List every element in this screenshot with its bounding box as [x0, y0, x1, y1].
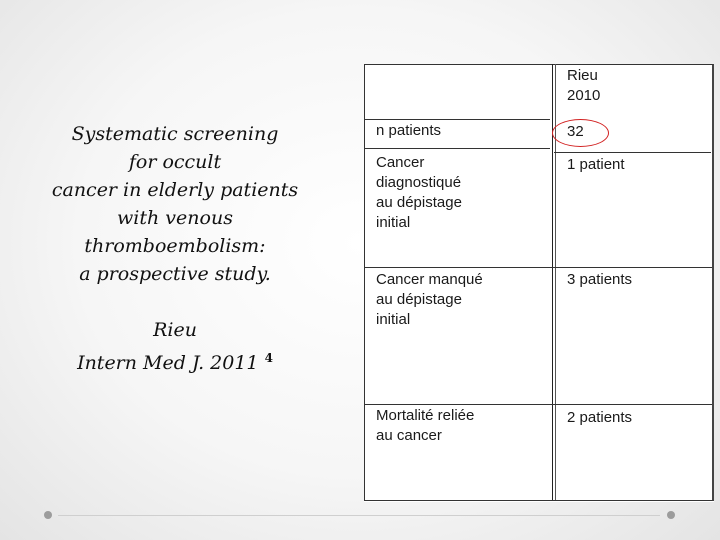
row-divider-left [364, 148, 550, 149]
row-divider-left [364, 119, 550, 120]
row-label-n-patients [376, 121, 441, 141]
header-study-line: 2010 [567, 87, 601, 104]
row-divider-right [554, 152, 711, 153]
footer-divider [58, 515, 660, 516]
next-slide-dot-icon[interactable] [667, 511, 675, 519]
row-divider [364, 267, 712, 268]
title-line: with venous [117, 207, 233, 229]
citation-text [20, 120, 330, 377]
header-study [567, 66, 600, 106]
reference-number: 4 [264, 351, 273, 365]
row-label-line: initial [376, 311, 411, 328]
title-line: cancer in elderly patients [51, 179, 299, 201]
row-divider [364, 404, 712, 405]
row-value-cancer-missed: 3 patients [567, 271, 633, 288]
row-label-cancer-missed [376, 270, 483, 330]
title-line: for occult [128, 151, 222, 173]
row-label-cancer-diagnosed [376, 153, 462, 233]
row-label-line: au dépistage [376, 291, 462, 308]
title-line: thromboembolism: [84, 235, 266, 257]
journal-reference [20, 344, 330, 377]
row-label-line: Cancer manqué [376, 271, 483, 288]
title-line: Systematic screening [71, 123, 279, 145]
row-label-line: n patients [376, 122, 442, 139]
row-label-line: au cancer [376, 427, 442, 444]
previous-slide-dot-icon[interactable] [44, 511, 52, 519]
results-table-image [364, 64, 714, 502]
row-value-n-patients: 32 [567, 123, 584, 140]
header-study-line: Rieu [567, 67, 598, 84]
row-label-cancer-mortality [376, 406, 474, 446]
journal: Intern Med J. 2011 [77, 352, 259, 374]
highlight-circle [552, 119, 609, 147]
row-label-line: initial [376, 214, 411, 231]
spacer [20, 288, 330, 316]
row-value-cancer-mortality: 2 patients [567, 409, 633, 426]
row-label-line: Cancer [376, 154, 425, 171]
title-line: a prospective study. [79, 263, 271, 285]
row-label-line: Mortalité reliée [376, 407, 475, 424]
row-label-line: diagnostiqué [376, 174, 462, 191]
row-label-line: au dépistage [376, 194, 462, 211]
row-value-cancer-diagnosed: 1 patient [567, 156, 625, 173]
author: Rieu [153, 319, 197, 341]
